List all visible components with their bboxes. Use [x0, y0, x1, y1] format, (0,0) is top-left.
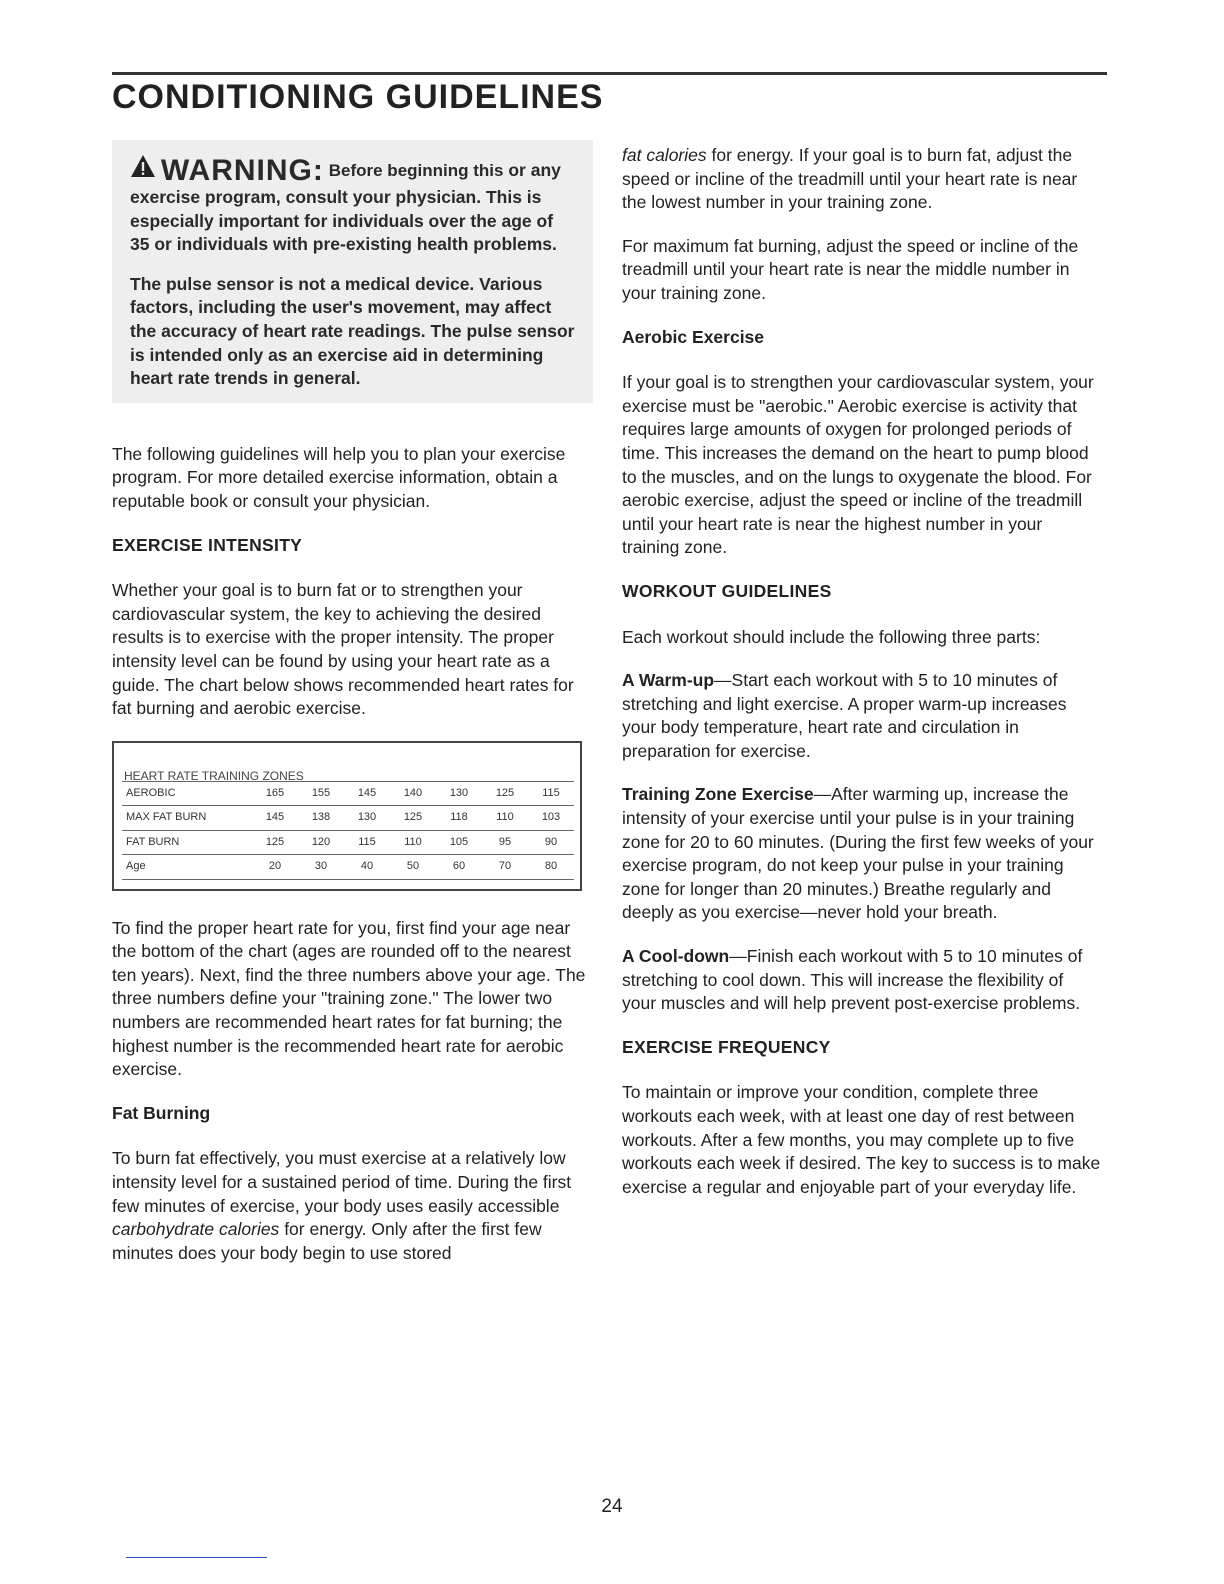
fat-burning-text-c: for energy. If your goal is to burn fat, adjust the speed or incline of the treadmill until your heart rate is near the lowest number in your training zone.	[622, 145, 1078, 213]
exercise-frequency-heading: EXERCISE FREQUENCY	[622, 1036, 831, 1057]
zone-value: 125	[390, 806, 436, 831]
age-value: 70	[482, 855, 528, 880]
bottom-rule	[126, 1557, 267, 1558]
training-zone-label: Training Zone Exercise	[622, 784, 814, 805]
zone-value: 105	[436, 830, 482, 855]
zone-value: 103	[528, 806, 574, 831]
zone-value: 118	[436, 806, 482, 831]
zone-value: 115	[344, 830, 390, 855]
aerobic-paragraph: If your goal is to strengthen your cardiovascular system, your exercise must be "aerobic." Aerobic exercise is activity that requires large amounts of oxygen for prolonged periods of time. This increases the demand on the heart to pump blood to the muscles, and on the lungs to oxygenate the blood. For aerobic exercise, adjust the speed or incline of the treadmill until your heart rate is near the highest number in your training zone.	[622, 372, 1094, 558]
fat-burning-continued	[622, 144, 1102, 215]
fat-burning-heading: Fat Burning	[112, 1102, 211, 1123]
training-zone-text: —After warming up, increase the intensity of your exercise until your pulse is in your training zone for 20 to 60 minutes. (During the first few weeks of your exercise program, do not keep your pulse in your training zone for longer than 20 minutes.) Breathe regularly and deeply as you exercise—never hold your breath.	[622, 784, 1094, 923]
zone-value: 130	[344, 806, 390, 831]
zone-value: 145	[252, 806, 298, 831]
zone-row	[122, 830, 574, 855]
heart-rate-chart	[112, 741, 582, 891]
zone-value: 125	[482, 781, 528, 806]
cooldown-paragraph	[622, 945, 1102, 1016]
age-value: 30	[298, 855, 344, 880]
age-label: Age	[122, 855, 252, 880]
page-title: CONDITIONING GUIDELINES	[112, 78, 604, 116]
zone-row	[122, 781, 574, 806]
warning-box	[112, 140, 593, 403]
exercise-intensity-paragraph-2: To find the proper heart rate for you, first find your age near the bottom of the chart (ages are rounded off to the nearest ten years). Next, find the three numbers above your age. The three numbers define your "training zone." The lower two numbers are recommended heart rates for fat burning; the highest number is the recommended heart rate for aerobic exercise.	[112, 917, 586, 1080]
fat-burning-text-b: for energy. Only after the first few minutes does your body begin to use stored	[112, 1219, 542, 1263]
zone-value: 110	[390, 830, 436, 855]
zone-value: 90	[528, 830, 574, 855]
warning-paragraph-1	[130, 154, 575, 257]
chart-title: HEART RATE TRAINING ZONES	[124, 768, 304, 783]
exercise-frequency-paragraph: To maintain or improve your condition, complete three workouts each week, with at least one day of rest between workouts. After a few months, you may complete up to five workouts each week if desired. The key to success is to make exercise a regular and enjoyable part of your everyday life.	[622, 1082, 1101, 1197]
training-zone-paragraph	[622, 783, 1102, 925]
fat-burning-text-a: To burn fat effectively, you must exercise at a relatively low intensity level for a sustained period of time. During the first few minutes of exercise, your body uses easily accessible	[112, 1148, 572, 1216]
intro-paragraph: The following guidelines will help you to plan your exercise program. For more detailed exercise information, obtain a reputable book or consult your physician.	[112, 443, 566, 511]
zone-value: 140	[390, 781, 436, 806]
age-value: 40	[344, 855, 390, 880]
top-rule	[112, 72, 1107, 75]
cooldown-label: A Cool-down	[622, 946, 730, 967]
right-column	[622, 144, 1102, 1219]
exercise-intensity-paragraph-1: Whether your goal is to burn fat or to strengthen your cardiovascular system, the key to achieving the desired results is to exercise with the proper intensity. The proper intensity level can be found by using your heart rate as a guide. The chart below shows recommended heart rates for fat burning and aerobic exercise.	[112, 580, 574, 719]
fat-burning-paragraph-2: For maximum fat burning, adjust the speed or incline of the treadmill until your heart rate is near the middle number in your training zone.	[622, 235, 1079, 303]
age-value: 50	[390, 855, 436, 880]
exercise-intensity-heading: EXERCISE INTENSITY	[112, 534, 303, 555]
cooldown-text: —Finish each workout with 5 to 10 minutes of stretching to cool down. This will increase the flexibility of your muscles and will help prevent post-exercise problems.	[622, 946, 1083, 1014]
zone-value: 95	[482, 830, 528, 855]
warmup-paragraph	[622, 669, 1102, 763]
fat-burning-paragraph-1	[112, 1147, 594, 1265]
zone-value: 155	[298, 781, 344, 806]
warmup-label: A Warm-up	[622, 670, 715, 691]
zone-label: MAX FAT BURN	[122, 806, 252, 831]
workout-guidelines-heading: WORKOUT GUIDELINES	[622, 580, 832, 601]
zone-value: 125	[252, 830, 298, 855]
heart-rate-table	[122, 781, 574, 880]
age-value: 60	[436, 855, 482, 880]
age-value: 80	[528, 855, 574, 880]
left-column	[112, 140, 594, 1285]
carbohydrate-calories-term: carbohydrate calories	[112, 1219, 280, 1240]
warning-triangle-icon	[130, 160, 156, 180]
zone-label: FAT BURN	[122, 830, 252, 855]
warning-text-1: or any exercise program, consult your physician. This is especially important for individuals over the age of 35 or individuals with pre-existing health problems.	[130, 160, 561, 255]
workout-intro: Each workout should include the following three parts:	[622, 626, 1041, 647]
fat-calories-term: fat calories	[622, 145, 707, 165]
zone-value: 120	[298, 830, 344, 855]
zone-value: 138	[298, 806, 344, 831]
zone-value: 145	[344, 781, 390, 806]
warmup-text: —Start each workout with 5 to 10 minutes of stretching and light exercise. A proper warm-up increases your body temperature, heart rate and circulation in preparation for exercise.	[622, 670, 1067, 761]
zone-value: 110	[482, 806, 528, 831]
page-number: 24	[601, 1496, 623, 1517]
zone-row	[122, 806, 574, 831]
age-row	[122, 855, 574, 880]
warning-lead: Before beginning this	[328, 161, 504, 180]
zone-value: 115	[528, 781, 574, 806]
warning-heading: WARNING:	[160, 154, 324, 187]
zone-value: 130	[436, 781, 482, 806]
zone-label: AEROBIC	[122, 781, 252, 806]
age-value: 20	[252, 855, 298, 880]
aerobic-heading: Aerobic Exercise	[622, 326, 765, 347]
zone-value: 165	[252, 781, 298, 806]
warning-paragraph-2: The pulse sensor is not a medical device. Various factors, including the user's movement, may affect the accuracy of heart rate readings. The pulse sensor is intended only as an exercise aid in determining heart rate trends in general.	[130, 273, 575, 389]
